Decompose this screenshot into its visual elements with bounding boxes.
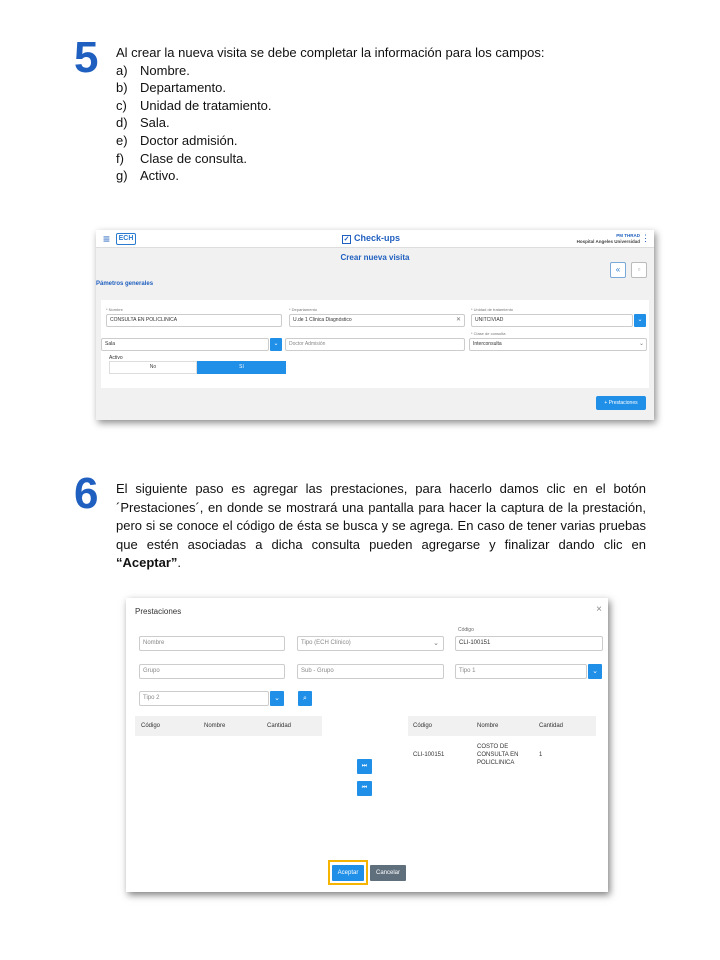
- list-item: c) Unidad de tratamiento.: [116, 97, 272, 113]
- activo-label: Activo: [109, 355, 123, 361]
- app-header: [96, 230, 654, 248]
- step-number-5: 5: [74, 33, 99, 82]
- list-item: b) Departamento.: [116, 80, 226, 96]
- section-title: Pámetros generales: [96, 281, 154, 287]
- row-codigo: CLI-100151: [413, 752, 445, 758]
- step6-instructions: El siguiente paso es agregar las prestaciones, para hacerlo damos clic en el botón ´Prestaciones´, en donde se mostrará una pantalla para hacer la captura de la prestación, pero si se conoce el código de ésta se busca y se agrega. En caso de tener varias pruebas que estén asociadas a dicha consulta pueden agregarse y finalizar dando clic en “Aceptar”.: [116, 481, 646, 570]
- checkbox-icon: ✓: [343, 236, 350, 243]
- search-button[interactable]: [298, 691, 312, 706]
- unidad-dropdown-button[interactable]: ⌄: [634, 314, 646, 327]
- tipo-select[interactable]: Tipo (ECH Clínico) ⌄: [297, 636, 444, 651]
- header-codigo: Código: [413, 723, 433, 729]
- tipo2-select[interactable]: Tipo 2: [139, 691, 269, 706]
- clase-label: * Clase de consulta: [471, 331, 506, 336]
- user-info: [577, 233, 640, 245]
- close-icon[interactable]: ×: [596, 604, 602, 615]
- available-table-header: [135, 716, 322, 736]
- aceptar-button[interactable]: Aceptar: [332, 865, 364, 881]
- subgrupo-input[interactable]: Sub - Grupo: [297, 664, 444, 679]
- move-left-button[interactable]: ⏮: [357, 781, 372, 796]
- list-item: g) Activo.: [116, 168, 180, 184]
- header-cantidad: Cantidad: [539, 723, 564, 729]
- row-cantidad: 1: [539, 752, 543, 758]
- form-title: Crear nueva visita: [340, 253, 410, 262]
- grupo-input[interactable]: Grupo: [139, 664, 285, 679]
- sala-dropdown-button[interactable]: ⌄: [270, 338, 282, 351]
- cancelar-button[interactable]: Cancelar: [370, 865, 406, 881]
- aceptar-emphasis: “Aceptar”: [116, 555, 178, 570]
- field-list: [116, 62, 596, 185]
- nombre-input[interactable]: Nombre: [139, 636, 285, 651]
- header-codigo: Código: [141, 723, 161, 729]
- clear-icon[interactable]: ✕: [455, 317, 461, 323]
- nombre-label: * Nombre: [106, 307, 123, 312]
- unidad-select[interactable]: UNITCIVIAD: [471, 314, 633, 327]
- row-nombre-line2: CONSULTA EN: [477, 752, 519, 758]
- step-number-6: 6: [74, 469, 99, 518]
- hamburger-menu-icon[interactable]: ≡: [103, 232, 111, 246]
- search-icon: ⌕: [303, 695, 307, 702]
- activo-si-toggle[interactable]: Sí: [197, 361, 286, 374]
- screenshot-prestaciones-dialog: [126, 598, 608, 892]
- nombre-input[interactable]: CONSULTA EN POLICLINICA: [106, 314, 282, 327]
- step5-instructions: [116, 44, 596, 185]
- user-org: Hospital Angeles Universidad: [576, 239, 640, 244]
- tipo2-dropdown-button[interactable]: ⌄: [270, 691, 284, 706]
- clase-select[interactable]: Interconsulta ⌄: [469, 338, 647, 351]
- codigo-input[interactable]: CLI-100151: [455, 636, 603, 651]
- header-cantidad: Cantidad: [267, 723, 292, 729]
- list-item: a) Nombre.: [116, 62, 190, 78]
- sala-select[interactable]: Sala: [101, 338, 269, 351]
- step5-intro: Al crear la nueva visita se debe completar la información para los campos:: [116, 45, 545, 60]
- screenshot-crear-nueva-visita: [96, 230, 654, 420]
- row-nombre-line1: COSTO DE: [477, 744, 509, 750]
- save-icon[interactable]: ▫: [631, 262, 647, 278]
- activo-no-toggle[interactable]: No: [109, 361, 197, 374]
- tipo1-select[interactable]: Tipo 1: [455, 664, 587, 679]
- app-logo: ECH: [116, 233, 136, 245]
- doctor-admision-input[interactable]: Doctor Admisión: [285, 338, 465, 351]
- dialog-title: Prestaciones: [135, 607, 182, 616]
- chevron-down-icon: ⌄: [638, 341, 644, 347]
- prestaciones-button[interactable]: + Prestaciones: [596, 396, 646, 410]
- selected-table-header: [408, 716, 596, 736]
- app-title: ✓ Check-ups: [343, 233, 401, 243]
- back-icon[interactable]: «: [610, 262, 626, 278]
- departamento-select[interactable]: U.de 1 Clinica Diagnóstico ✕: [289, 314, 465, 327]
- kebab-menu-icon[interactable]: ⋮: [641, 233, 650, 243]
- codigo-label: Código: [458, 627, 474, 633]
- user-name: PM THRAD: [616, 233, 640, 238]
- list-item: e) Doctor admisión.: [116, 132, 238, 148]
- header-nombre: Nombre: [477, 723, 499, 729]
- tipo1-dropdown-button[interactable]: ⌄: [588, 664, 602, 679]
- chevron-down-icon: ⌄: [433, 640, 439, 647]
- list-item: f) Clase de consulta.: [116, 150, 247, 166]
- header-nombre: Nombre: [204, 723, 226, 729]
- form-panel: [101, 300, 649, 388]
- unidad-label: * Unidad de tratamiento: [471, 307, 514, 312]
- list-item: d) Sala.: [116, 115, 170, 131]
- row-nombre-line3: POLICLINICA: [477, 760, 515, 766]
- departamento-label: * Departamento: [289, 307, 318, 312]
- move-right-button[interactable]: ⏭: [357, 759, 372, 774]
